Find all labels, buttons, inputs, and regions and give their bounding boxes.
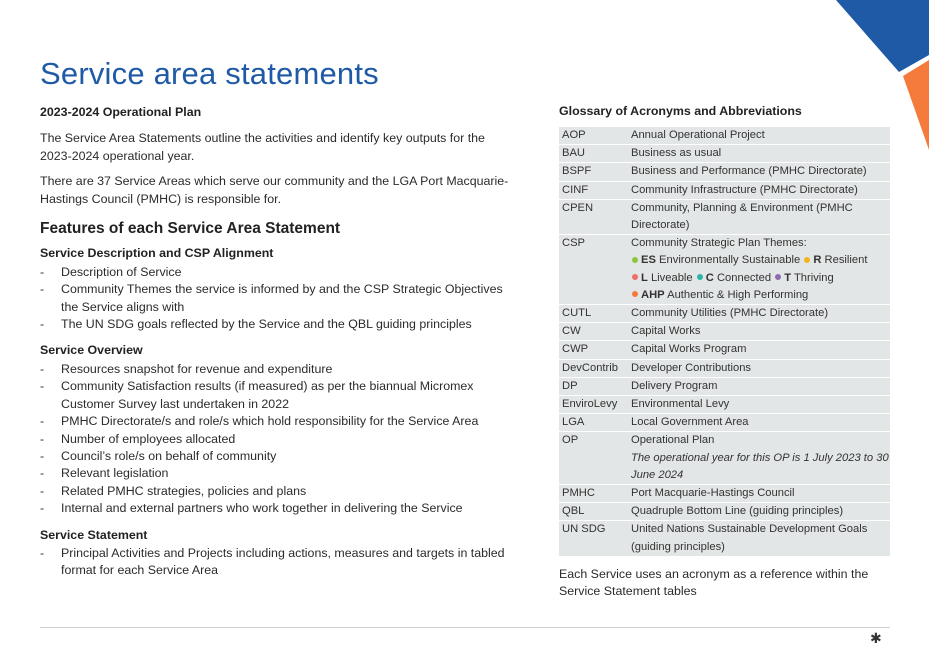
table-row xyxy=(559,163,890,181)
definition: Port Macquarie-Hastings Council xyxy=(628,485,890,503)
csp-theme xyxy=(774,272,834,284)
table-row xyxy=(559,377,890,395)
list-item: - The UN SDG goals reflected by the Service and the QBL guiding principles xyxy=(40,316,510,333)
definition: Business as usual xyxy=(628,145,890,163)
features-heading: Features of each Service Area Statement xyxy=(40,220,341,238)
theme-dot-icon xyxy=(632,274,638,280)
csp-theme xyxy=(631,289,808,301)
csp-theme xyxy=(696,272,771,284)
acronym: DP xyxy=(559,377,628,395)
definition: Delivery Program xyxy=(628,377,890,395)
table-row xyxy=(559,503,890,521)
theme-name: Liveable xyxy=(650,271,693,284)
table-row xyxy=(559,485,890,503)
csp-label: Community Strategic Plan Themes: xyxy=(631,237,807,250)
table-row xyxy=(559,181,890,199)
definition: Community Infrastructure (PMHC Directorate) xyxy=(628,181,890,199)
acronym: CSP xyxy=(559,235,628,305)
acronym: OP xyxy=(559,432,628,485)
glossary-heading: Glossary of Acronyms and Abbreviations xyxy=(559,104,802,118)
acronym: EnviroLevy xyxy=(559,396,628,414)
csp-theme-line xyxy=(631,270,890,287)
theme-name: Connected xyxy=(716,271,772,284)
theme-name: Authentic & High Performing xyxy=(667,288,809,301)
csp-theme-line xyxy=(631,287,890,304)
table-row xyxy=(559,432,890,485)
glossary-panel xyxy=(559,104,890,601)
op-note: The operational year for this OP is 1 July 2023 to 30 June 2024 xyxy=(631,451,889,481)
theme-code: L xyxy=(641,271,648,284)
table-row xyxy=(559,305,890,323)
theme-dot-icon xyxy=(632,257,638,263)
list-item: - Description of Service xyxy=(40,264,510,281)
acronym: PMHC xyxy=(559,485,628,503)
table-row xyxy=(559,521,890,556)
list-item: - Internal and external partners who work together in delivering the Service xyxy=(40,500,510,517)
definition: Environmental Levy xyxy=(628,396,890,414)
acronym: CWP xyxy=(559,341,628,359)
theme-code: ES xyxy=(641,254,656,267)
definition: Capital Works Program xyxy=(628,341,890,359)
acronym: BAU xyxy=(559,145,628,163)
theme-code: C xyxy=(705,271,714,284)
definition: Capital Works xyxy=(628,323,890,341)
definition: Community, Planning & Environment (PMHC Directorate) xyxy=(628,199,890,234)
section-list xyxy=(40,545,510,580)
definition: Community Utilities (PMHC Directorate) xyxy=(628,305,890,323)
glossary-table xyxy=(559,127,890,557)
list-item: - Relevant legislation xyxy=(40,465,510,482)
acronym: UN SDG xyxy=(559,521,628,556)
list-item: - Community Themes the service is informed by and the CSP Strategic Objectives the Service aligns with xyxy=(40,281,510,316)
list-item: - PMHC Directorate/s and role/s which hold responsibility for the Service Area xyxy=(40,413,510,430)
definition: Local Government Area xyxy=(628,414,890,432)
definition: Annual Operational Project xyxy=(628,127,890,145)
theme-code: R xyxy=(813,254,822,267)
definition: United Nations Sustainable Development Goals (guiding principles) xyxy=(628,521,890,556)
definition xyxy=(628,432,890,485)
table-row xyxy=(559,199,890,234)
page-title: Service area statements xyxy=(40,56,379,91)
intro-paragraph: There are 37 Service Areas which serve our community and the LGA Port Macquarie-Hastings Council (PMHC) is responsible for. xyxy=(40,174,509,206)
left-column xyxy=(40,104,510,589)
section-list xyxy=(40,264,510,334)
acronym: LGA xyxy=(559,414,628,432)
table-row xyxy=(559,359,890,377)
acronym: QBL xyxy=(559,503,628,521)
theme-dot-icon xyxy=(775,274,781,280)
csp-theme-line xyxy=(631,252,890,269)
table-row xyxy=(559,127,890,145)
table-row xyxy=(559,145,890,163)
theme-name: Thriving xyxy=(793,271,834,284)
logo-mark-icon: ✱ xyxy=(870,630,882,646)
acronym: DevContrib xyxy=(559,359,628,377)
table-row xyxy=(559,414,890,432)
section-list xyxy=(40,361,510,518)
definition xyxy=(628,235,890,305)
acronym: CUTL xyxy=(559,305,628,323)
list-item: - Community Satisfaction results (if measured) as per the biannual Micromex Customer Survey last undertaken in 2022 xyxy=(40,378,510,413)
section-heading: Service Statement xyxy=(40,527,148,542)
list-item: - Related PMHC strategies, policies and plans xyxy=(40,483,510,500)
table-row xyxy=(559,396,890,414)
acronym: AOP xyxy=(559,127,628,145)
theme-code: AHP xyxy=(641,288,665,301)
glossary-footnote: Each Service uses an acronym as a reference within the Service Statement tables xyxy=(559,566,869,599)
definition: Quadruple Bottom Line (guiding principles) xyxy=(628,503,890,521)
acronym: CPEN xyxy=(559,199,628,234)
intro-heading: 2023-2024 Operational Plan xyxy=(40,105,202,119)
acronym: CW xyxy=(559,323,628,341)
op-label: Operational Plan xyxy=(631,434,715,447)
intro-paragraph: The Service Area Statements outline the activities and identify key outputs for the 2023-2024 operational year. xyxy=(40,131,485,163)
definition: Developer Contributions xyxy=(628,359,890,377)
theme-dot-icon xyxy=(697,274,703,280)
csp-theme xyxy=(631,272,693,284)
table-row xyxy=(559,341,890,359)
footer-divider xyxy=(40,627,890,628)
list-item: - Resources snapshot for revenue and expenditure xyxy=(40,361,510,378)
theme-name: Environmentally Sustainable xyxy=(659,254,801,267)
section-heading: Service Overview xyxy=(40,343,143,358)
acronym: CINF xyxy=(559,181,628,199)
table-row xyxy=(559,323,890,341)
csp-theme xyxy=(631,254,800,266)
list-item: - Number of employees allocated xyxy=(40,431,510,448)
theme-dot-icon xyxy=(804,257,810,263)
theme-code: T xyxy=(784,271,792,284)
acronym: BSPF xyxy=(559,163,628,181)
csp-theme xyxy=(803,254,867,266)
theme-name: Resilient xyxy=(824,254,868,267)
theme-dot-icon xyxy=(632,291,638,297)
section-heading: Service Description and CSP Alignment xyxy=(40,246,274,261)
list-item: - Council’s role/s on behalf of community xyxy=(40,448,510,465)
list-item: - Principal Activities and Projects including actions, measures and targets in tabled format for each Service Area xyxy=(40,545,510,580)
definition: Business and Performance (PMHC Directorate) xyxy=(628,163,890,181)
table-row xyxy=(559,235,890,305)
